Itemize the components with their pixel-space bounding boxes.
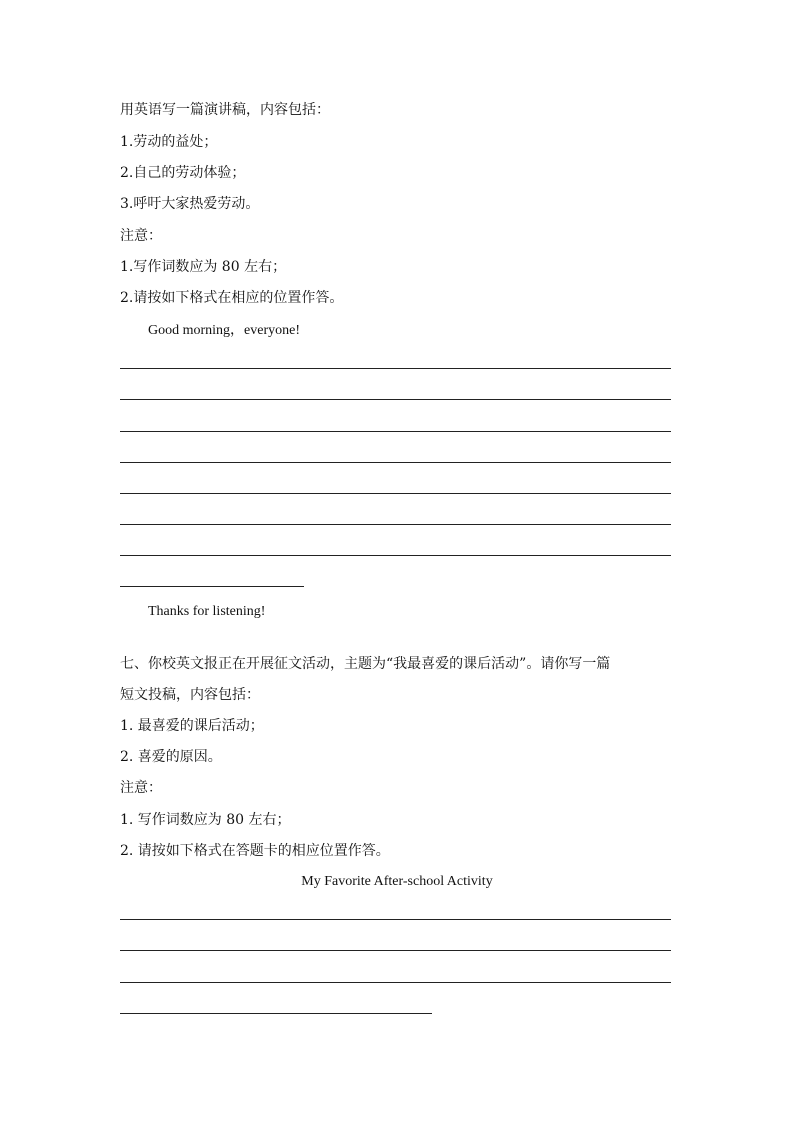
section2-note-2: 2. 请按如下格式在答题卡的相应位置作答。 bbox=[120, 843, 390, 859]
writing-line bbox=[120, 950, 671, 951]
writing-line bbox=[120, 431, 671, 432]
writing-line-short bbox=[120, 1013, 432, 1014]
section1-point-1: 1.劳动的益处； bbox=[120, 134, 218, 150]
writing-line bbox=[120, 462, 671, 463]
section1-note-1: 1.写作词数应为 80 左右； bbox=[120, 259, 287, 275]
writing-line bbox=[120, 399, 671, 400]
writing-line bbox=[120, 493, 671, 494]
section2-point-2: 2. 喜爱的原因。 bbox=[120, 749, 222, 765]
speech-opening: Good morning，everyone! bbox=[148, 323, 301, 338]
writing-line bbox=[120, 919, 671, 920]
section1-note-label: 注意： bbox=[120, 228, 162, 244]
writing-line bbox=[120, 555, 671, 556]
writing-line bbox=[120, 524, 671, 525]
section1-point-2: 2.自己的劳动体验； bbox=[120, 165, 246, 181]
writing-line bbox=[120, 982, 671, 983]
section2-prompt-line1: 七、你校英文报正在开展征文活动，主题为“我最喜爱的课后活动”。请你写一篇 bbox=[120, 656, 611, 672]
section2-note-1: 1. 写作词数应为 80 左右； bbox=[120, 812, 291, 828]
essay-title: My Favorite After-school Activity bbox=[301, 874, 493, 889]
section1-prompt: 用英语写一篇演讲稿，内容包括： bbox=[120, 102, 330, 118]
section2-note-label: 注意： bbox=[120, 780, 162, 796]
section2-point-1: 1. 最喜爱的课后活动； bbox=[120, 718, 264, 734]
speech-closing: Thanks for listening! bbox=[148, 604, 266, 619]
section1-point-3: 3.呼吁大家热爱劳动。 bbox=[120, 196, 260, 212]
section1-note-2: 2.请按如下格式在相应的位置作答。 bbox=[120, 290, 344, 306]
writing-line-short bbox=[120, 586, 304, 587]
section2-prompt-line2: 短文投稿，内容包括： bbox=[120, 687, 260, 703]
writing-line bbox=[120, 368, 671, 369]
